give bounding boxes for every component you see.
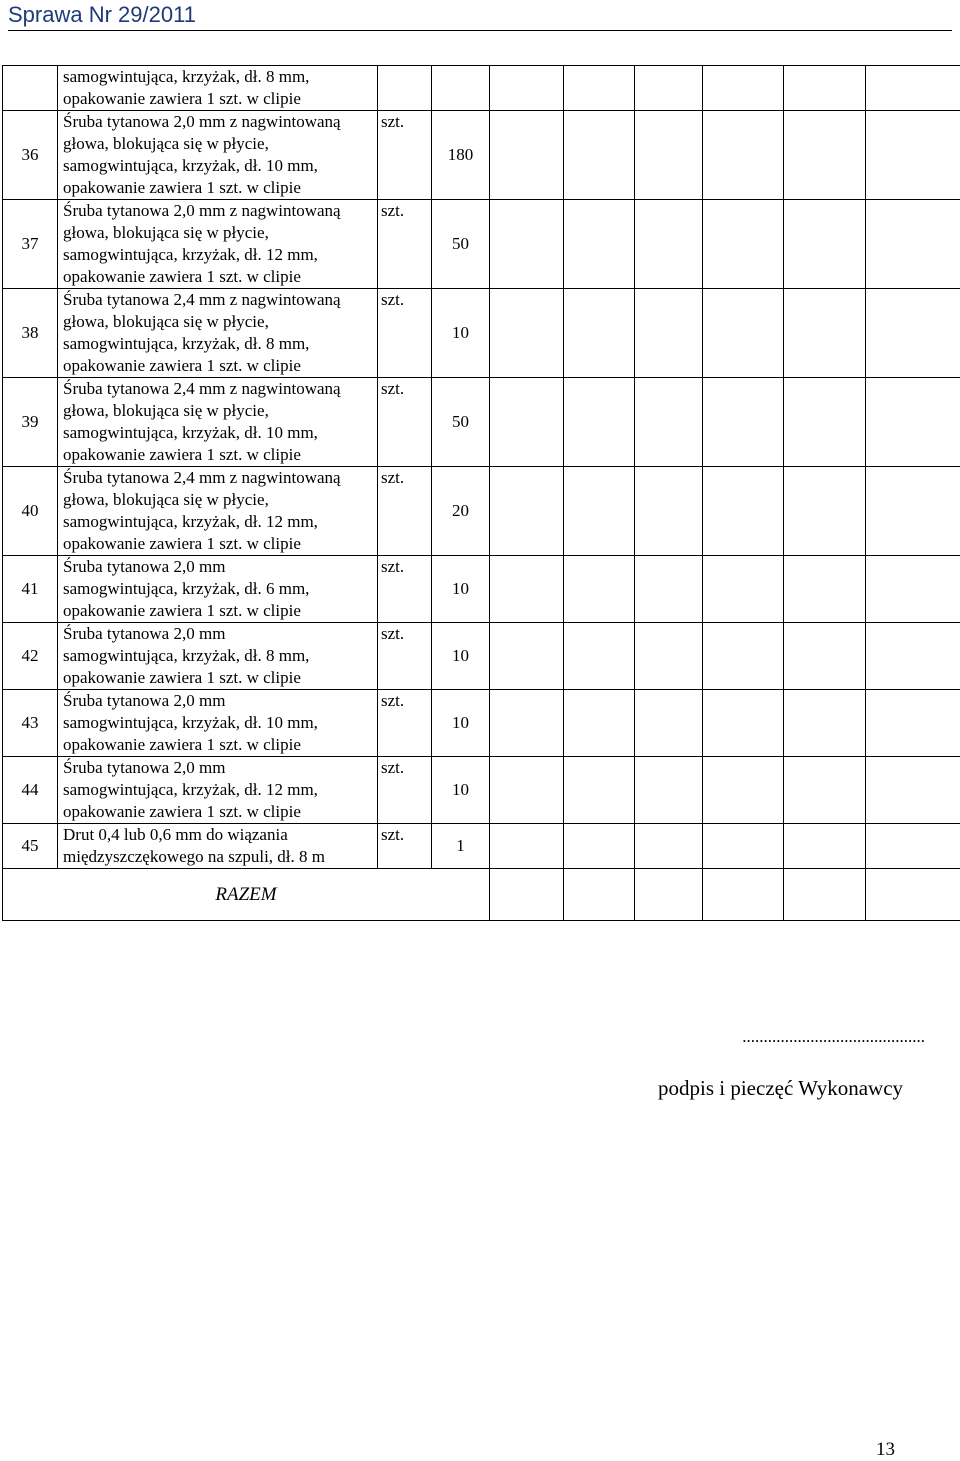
item-unit: szt. [378,111,432,200]
item-number: 40 [3,467,58,556]
description-line: samogwintująca, krzyżak, dł. 12 mm, [63,779,377,801]
signature-line: ........................................... [660,1027,925,1049]
item-quantity [432,66,490,111]
description-line: opakowanie zawiera 1 szt. w clipie [63,177,377,199]
description-line: opakowanie zawiera 1 szt. w clipie [63,355,377,377]
price-cell [564,824,635,869]
item-description [58,378,378,467]
item-number: 37 [3,200,58,289]
description-line: opakowanie zawiera 1 szt. w clipie [63,600,377,622]
items-table [2,65,960,921]
description-line: opakowanie zawiera 1 szt. w clipie [63,266,377,288]
description-line: opakowanie zawiera 1 szt. w clipie [63,533,377,555]
price-cell [490,200,564,289]
price-cell [490,824,564,869]
price-cell [703,66,784,111]
description-line: głowa, blokująca się w płycie, [63,133,377,155]
item-quantity: 20 [432,467,490,556]
item-description [58,200,378,289]
price-cell [866,200,960,289]
price-cell [866,289,960,378]
item-description [58,623,378,690]
description-line: głowa, blokująca się w płycie, [63,489,377,511]
price-cell [784,623,866,690]
table-row [3,623,960,690]
page-number: 13 [876,1439,895,1461]
price-cell [784,690,866,757]
item-unit: szt. [378,690,432,757]
price-cell [866,869,960,921]
item-description [58,111,378,200]
description-line: Śruba tytanowa 2,0 mm [63,556,377,578]
price-cell [703,111,784,200]
description-line: opakowanie zawiera 1 szt. w clipie [63,667,377,689]
case-number: Sprawa Nr 29/2011 [8,2,196,28]
price-cell [635,111,703,200]
price-cell [490,556,564,623]
table-row [3,378,960,467]
description-line: samogwintująca, krzyżak, dł. 10 mm, [63,422,377,444]
table-row [3,824,960,869]
description-line: opakowanie zawiera 1 szt. w clipie [63,734,377,756]
price-cell [635,690,703,757]
price-cell [703,289,784,378]
price-cell [703,824,784,869]
total-row [3,869,960,921]
description-line: Śruba tytanowa 2,4 mm z nagwintowaną [63,467,377,489]
description-line: głowa, blokująca się w płycie, [63,222,377,244]
price-cell [703,623,784,690]
price-cell [564,623,635,690]
description-line: samogwintująca, krzyżak, dł. 6 mm, [63,578,377,600]
price-cell [784,757,866,824]
price-cell [564,690,635,757]
price-cell [564,869,635,921]
price-cell [784,111,866,200]
table-row [3,200,960,289]
price-cell [564,66,635,111]
description-line: Śruba tytanowa 2,4 mm z nagwintowaną [63,378,377,400]
price-cell [866,623,960,690]
price-cell [490,757,564,824]
price-cell [490,111,564,200]
item-description [58,467,378,556]
item-description [58,556,378,623]
table-row [3,289,960,378]
price-cell [490,690,564,757]
price-cell [564,556,635,623]
item-quantity: 50 [432,200,490,289]
description-line: głowa, blokująca się w płycie, [63,400,377,422]
description-line: Śruba tytanowa 2,0 mm [63,690,377,712]
item-quantity: 10 [432,623,490,690]
description-line: Śruba tytanowa 2,0 mm [63,623,377,645]
price-cell [866,690,960,757]
price-cell [784,289,866,378]
price-cell [635,378,703,467]
price-cell [564,200,635,289]
description-line: Śruba tytanowa 2,0 mm z nagwintowaną [63,111,377,133]
item-description [58,824,378,869]
price-cell [490,66,564,111]
description-line: opakowanie zawiera 1 szt. w clipie [63,444,377,466]
price-cell [635,869,703,921]
price-cell [564,378,635,467]
price-cell [703,467,784,556]
price-cell [490,623,564,690]
item-quantity: 180 [432,111,490,200]
price-cell [703,757,784,824]
price-cell [703,556,784,623]
price-cell [490,289,564,378]
description-line: głowa, blokująca się w płycie, [63,311,377,333]
price-cell [564,111,635,200]
table-row-continuation [3,66,960,111]
description-line: samogwintująca, krzyżak, dł. 12 mm, [63,511,377,533]
item-number: 42 [3,623,58,690]
price-cell [490,378,564,467]
price-cell [635,623,703,690]
item-number: 39 [3,378,58,467]
description-line: Śruba tytanowa 2,4 mm z nagwintowaną [63,289,377,311]
price-cell [635,556,703,623]
item-unit: szt. [378,378,432,467]
price-cell [784,824,866,869]
table-row [3,467,960,556]
page-header [8,0,952,31]
description-line: samogwintująca, krzyżak, dł. 12 mm, [63,244,377,266]
description-line: opakowanie zawiera 1 szt. w clipie [63,88,377,110]
price-cell [564,467,635,556]
price-cell [703,200,784,289]
price-cell [866,111,960,200]
item-number: 45 [3,824,58,869]
description-line: samogwintująca, krzyżak, dł. 8 mm, [63,66,377,88]
table-row [3,690,960,757]
price-cell [866,824,960,869]
item-quantity: 10 [432,757,490,824]
item-unit: szt. [378,289,432,378]
item-number: 41 [3,556,58,623]
description-line: Drut 0,4 lub 0,6 mm do wiązania [63,824,377,846]
item-quantity: 10 [432,289,490,378]
price-cell [784,467,866,556]
item-description [58,690,378,757]
description-line: samogwintująca, krzyżak, dł. 10 mm, [63,712,377,734]
signature-label: podpis i pieczęć Wykonawcy [658,1076,903,1101]
item-quantity: 50 [432,378,490,467]
description-line: samogwintująca, krzyżak, dł. 8 mm, [63,333,377,355]
item-unit: szt. [378,200,432,289]
price-cell [784,200,866,289]
price-cell [784,378,866,467]
price-cell [703,378,784,467]
price-cell [784,556,866,623]
price-cell [635,289,703,378]
item-unit [378,66,432,111]
price-cell [784,869,866,921]
item-number: 38 [3,289,58,378]
item-description [58,66,378,111]
price-cell [866,556,960,623]
price-cell [635,824,703,869]
item-quantity: 1 [432,824,490,869]
description-line: samogwintująca, krzyżak, dł. 8 mm, [63,645,377,667]
price-cell [490,467,564,556]
item-number: 43 [3,690,58,757]
price-cell [866,66,960,111]
description-line: międzyszczękowego na szpuli, dł. 8 m [63,846,377,868]
item-unit: szt. [378,623,432,690]
item-unit: szt. [378,556,432,623]
items-table-body [3,66,960,921]
table-row [3,556,960,623]
description-line: Śruba tytanowa 2,0 mm [63,757,377,779]
item-number [3,66,58,111]
table-row [3,111,960,200]
price-cell [490,869,564,921]
price-cell [866,378,960,467]
price-cell [866,467,960,556]
total-label: RAZEM [3,869,490,921]
item-description [58,757,378,824]
price-cell [564,757,635,824]
price-cell [635,467,703,556]
description-line: opakowanie zawiera 1 szt. w clipie [63,801,377,823]
price-cell [784,66,866,111]
item-quantity: 10 [432,556,490,623]
item-unit: szt. [378,467,432,556]
item-quantity: 10 [432,690,490,757]
item-unit: szt. [378,824,432,869]
price-cell [703,869,784,921]
table-row [3,757,960,824]
item-description [58,289,378,378]
price-cell [635,200,703,289]
item-number: 44 [3,757,58,824]
item-number: 36 [3,111,58,200]
price-cell [564,289,635,378]
item-unit: szt. [378,757,432,824]
price-cell [635,66,703,111]
price-cell [866,757,960,824]
price-cell [635,757,703,824]
description-line: samogwintująca, krzyżak, dł. 10 mm, [63,155,377,177]
price-cell [703,690,784,757]
description-line: Śruba tytanowa 2,0 mm z nagwintowaną [63,200,377,222]
